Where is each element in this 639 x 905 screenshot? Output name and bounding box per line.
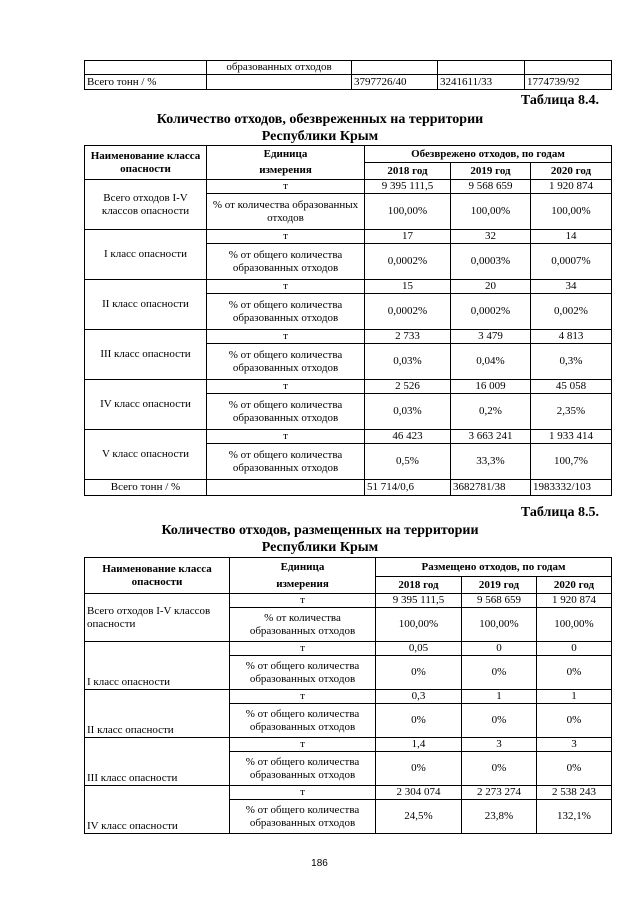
cell-percent-2019: 0,0003% — [451, 244, 531, 280]
cell-amount-2020: 0 — [537, 642, 612, 656]
cell-percent-2020: 0,002% — [531, 294, 612, 330]
cell-amount-2020: 1 — [537, 690, 612, 704]
cell-percent-2018: 0,0002% — [365, 294, 451, 330]
cell-amount-2018: 0,3 — [376, 690, 462, 704]
cell-unit-tonnes: т — [230, 738, 376, 752]
cell-amount-2018: 17 — [365, 230, 451, 244]
cell-amount-2018: 9 395 111,5 — [376, 594, 462, 608]
cell-percent-2019: 0% — [462, 656, 537, 690]
cell-unit-percent: % от количества образованных отходов — [207, 194, 365, 230]
row-total-label: Всего тонн / % — [85, 480, 207, 496]
row-class-name: I класс опасности — [85, 642, 230, 690]
table-row — [85, 690, 612, 704]
cell-amount-2018: 46 423 — [365, 430, 451, 444]
table-row — [85, 430, 612, 444]
cell-percent-2020: 100,7% — [531, 444, 612, 480]
page-number: 186 — [311, 858, 328, 869]
row-class-name: II класс опасности — [85, 280, 207, 330]
cell-amount-2020: 34 — [531, 280, 612, 294]
cell-amount-2020: 45 058 — [531, 380, 612, 394]
cell-amount-2018: 2 733 — [365, 330, 451, 344]
cell-unit-percent: % от общего количества образованных отходов — [207, 444, 365, 480]
cell-unit-percent: % от общего количества образованных отходов — [230, 656, 376, 690]
row-class-name: III класс опасности — [85, 330, 207, 380]
cell-percent-2020: 100,00% — [537, 608, 612, 642]
header-year-2019: 2019 год — [451, 163, 531, 180]
cell-amount-2020: 14 — [531, 230, 612, 244]
header-year-2020: 2020 год — [531, 163, 612, 180]
cell-percent-2019: 0,04% — [451, 344, 531, 380]
cell-total-2019: 3682781/38 — [451, 480, 531, 496]
previous-table-fragment — [84, 60, 612, 90]
cell-percent-2020: 0% — [537, 704, 612, 738]
cell-unit-tonnes: т — [230, 690, 376, 704]
row-class-name: V класс опасности — [85, 430, 207, 480]
cell-unit-tonnes: т — [207, 180, 365, 194]
cell-2020: 1774739/92 — [525, 75, 612, 90]
cell-percent-2018: 24,5% — [376, 800, 462, 834]
header-unit-line2: измерения — [230, 577, 376, 594]
cell-unit-percent: % от общего количества образованных отходов — [207, 294, 365, 330]
header-group: Обезврежено отходов, по годам — [365, 146, 612, 163]
cell-amount-2018: 1,4 — [376, 738, 462, 752]
cell-unit-percent: % от общего количества образованных отходов — [230, 800, 376, 834]
table-row — [85, 738, 612, 752]
cell-amount-2018: 0,05 — [376, 642, 462, 656]
cell-amount-2020: 1 920 874 — [531, 180, 612, 194]
row-class-name: Всего отходов I-V классов опасности — [85, 594, 230, 642]
table-caption-8-5: Таблица 8.5. — [520, 505, 599, 520]
row-class-name: IV класс опасности — [85, 380, 207, 430]
row-total-label: Всего тонн / % — [85, 75, 207, 90]
header-year-2018: 2018 год — [376, 577, 462, 594]
table-row — [85, 594, 612, 608]
header-unit-line2: измерения — [207, 163, 365, 180]
cell-amount-2019: 3 — [462, 738, 537, 752]
table-caption-8-4: Таблица 8.4. — [520, 93, 599, 108]
cell-amount-2020: 2 538 243 — [537, 786, 612, 800]
cell-unit-tonnes: т — [207, 330, 365, 344]
cell-percent-2018: 100,00% — [365, 194, 451, 230]
cell-percent-2018: 0,0002% — [365, 244, 451, 280]
table-row — [85, 230, 612, 244]
cell-amount-2020: 3 — [537, 738, 612, 752]
cell-unit-percent: % от общего количества образованных отходов — [207, 244, 365, 280]
cell-amount-2019: 32 — [451, 230, 531, 244]
header-unit-line1: Единица — [230, 558, 376, 577]
cell-unit-tonnes: т — [230, 786, 376, 800]
table-8-5 — [84, 557, 612, 834]
table-row — [85, 642, 612, 656]
cell-percent-2019: 23,8% — [462, 800, 537, 834]
header-year-2019: 2019 год — [462, 577, 537, 594]
cell-unit-percent: % от общего количества образованных отходов — [207, 344, 365, 380]
cell-percent-2019: 0,0002% — [451, 294, 531, 330]
table-row — [85, 330, 612, 344]
cell-total-2018: 51 714/0,6 — [365, 480, 451, 496]
header-class-name: Наименование класса опасности — [85, 558, 230, 594]
cell-amount-2018: 9 395 111,5 — [365, 180, 451, 194]
cell-amount-2019: 1 — [462, 690, 537, 704]
cell-amount-2019: 2 273 274 — [462, 786, 537, 800]
cell-amount-2018: 15 — [365, 280, 451, 294]
cell-amount-2020: 1 920 874 — [537, 594, 612, 608]
cell-percent-2018: 0,03% — [365, 344, 451, 380]
cell-amount-2018: 2 526 — [365, 380, 451, 394]
cell-percent-2020: 0,0007% — [531, 244, 612, 280]
header-unit-line1: Единица — [207, 146, 365, 163]
cell-unit: образованных отходов — [207, 61, 352, 75]
cell-percent-2018: 0% — [376, 752, 462, 786]
cell-percent-2020: 2,35% — [531, 394, 612, 430]
cell-percent-2020: 0% — [537, 752, 612, 786]
cell-unit-percent: % от общего количества образованных отходов — [230, 752, 376, 786]
row-class-name: IV класс опасности — [85, 786, 230, 834]
cell-percent-2019: 0,2% — [451, 394, 531, 430]
cell-2018: 3797726/40 — [352, 75, 438, 90]
cell-2019: 3241611/33 — [438, 75, 525, 90]
cell-percent-2018: 0,5% — [365, 444, 451, 480]
cell-amount-2019: 3 479 — [451, 330, 531, 344]
cell-amount-2019: 3 663 241 — [451, 430, 531, 444]
cell-amount-2018: 2 304 074 — [376, 786, 462, 800]
cell-unit-tonnes: т — [207, 430, 365, 444]
table-row — [85, 180, 612, 194]
table-8-4 — [84, 145, 612, 496]
cell-percent-2020: 132,1% — [537, 800, 612, 834]
header-year-2020: 2020 год — [537, 577, 612, 594]
cell-percent-2018: 0% — [376, 656, 462, 690]
cell-unit-tonnes: т — [230, 594, 376, 608]
row-class-name: II класс опасности — [85, 690, 230, 738]
header-group: Размещено отходов, по годам — [376, 558, 612, 577]
cell-percent-2020: 100,00% — [531, 194, 612, 230]
cell-percent-2019: 100,00% — [462, 608, 537, 642]
header-class-name: Наименование класса опасности — [85, 146, 207, 180]
cell-amount-2020: 4 813 — [531, 330, 612, 344]
cell-amount-2019: 20 — [451, 280, 531, 294]
cell-percent-2019: 33,3% — [451, 444, 531, 480]
cell-unit-tonnes: т — [207, 230, 365, 244]
table-title-8-5: Количество отходов, размещенных на территории Республики Крым — [161, 523, 479, 555]
cell-amount-2019: 16 009 — [451, 380, 531, 394]
cell-amount-2019: 0 — [462, 642, 537, 656]
cell-percent-2019: 100,00% — [451, 194, 531, 230]
cell-percent-2018: 100,00% — [376, 608, 462, 642]
row-class-name: I класс опасности — [85, 230, 207, 280]
cell-amount-2019: 9 568 659 — [462, 594, 537, 608]
table-row — [85, 380, 612, 394]
cell-percent-2019: 0% — [462, 752, 537, 786]
cell-amount-2020: 1 933 414 — [531, 430, 612, 444]
cell-percent-2019: 0% — [462, 704, 537, 738]
cell-unit-tonnes: т — [207, 280, 365, 294]
cell-percent-2018: 0,03% — [365, 394, 451, 430]
row-class-name: III класс опасности — [85, 738, 230, 786]
cell-percent-2020: 0,3% — [531, 344, 612, 380]
cell-percent-2020: 0% — [537, 656, 612, 690]
table-row — [85, 786, 612, 800]
cell-unit-percent: % от количества образованных отходов — [230, 608, 376, 642]
cell-percent-2018: 0% — [376, 704, 462, 738]
table-title-8-4: Количество отходов, обезвреженных на территории Республики Крым — [156, 112, 484, 144]
cell-unit-percent: % от общего количества образованных отходов — [230, 704, 376, 738]
table-row — [85, 280, 612, 294]
cell-unit-percent: % от общего количества образованных отходов — [207, 394, 365, 430]
cell-total-2020: 1983332/103 — [531, 480, 612, 496]
row-class-name: Всего отходов I-V классов опасности — [85, 180, 207, 230]
cell-unit-tonnes: т — [207, 380, 365, 394]
cell-amount-2019: 9 568 659 — [451, 180, 531, 194]
cell-unit-tonnes: т — [230, 642, 376, 656]
header-year-2018: 2018 год — [365, 163, 451, 180]
